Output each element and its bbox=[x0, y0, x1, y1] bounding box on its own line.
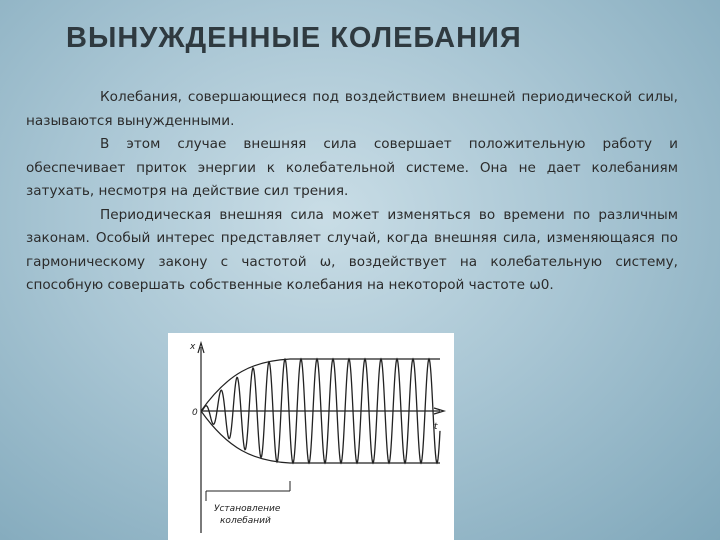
caption-line2: колебаний bbox=[220, 516, 271, 526]
settling-bracket bbox=[206, 481, 290, 501]
paragraph-definition: Колебания, совершающиеся под воздействием внешней периодической силы, называются вынужденными. bbox=[26, 89, 678, 129]
body-text bbox=[26, 86, 678, 298]
forced-oscillation-figure bbox=[168, 333, 454, 540]
x-axis-label: t bbox=[434, 422, 438, 432]
oscillation-graph bbox=[168, 333, 454, 540]
caption-line1: Установление bbox=[214, 504, 281, 514]
paragraph-energy: В этом случае внешняя сила совершает положительную работу и обеспечивает приток энергии к колебательной системе. Она не дает колебаниям затухать, несмотря на действие сил трения. bbox=[26, 136, 678, 199]
y-axis-label: x bbox=[190, 342, 196, 352]
slide-title: ВЫНУЖДЕННЫЕ КОЛЕБАНИЯ bbox=[66, 22, 522, 54]
paragraph-harmonic-force: Периодическая внешняя сила может изменяться во времени по различным законам. Особый интерес представляет случай, когда внешняя сила, изменяющаяся по гармоническому закону с частотой ω, воздействует на колебательную систему, способную совершать собственные колебания на некоторой частоте ω0. bbox=[26, 206, 678, 293]
origin-label: 0 bbox=[192, 408, 198, 418]
